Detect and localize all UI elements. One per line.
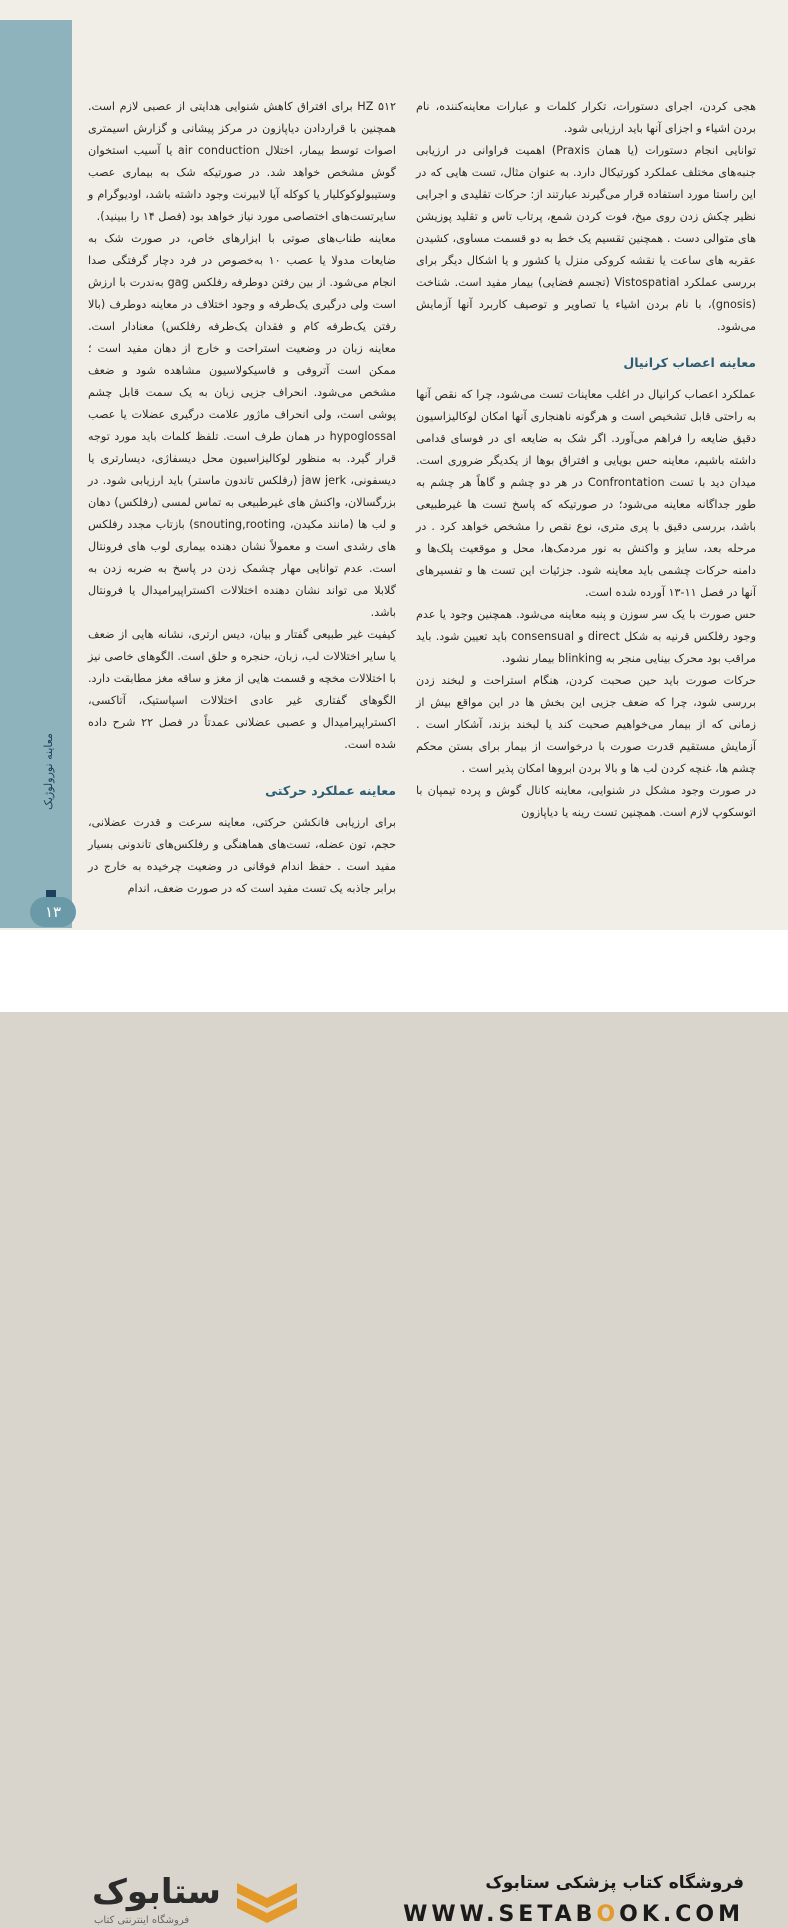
setabook-logo-icon [232,1878,302,1928]
paragraph: برای ارزیابی فانکشن حرکتی، معاینه سرعت و قدرت عضلانی، حجم، تون عضله، تست‌های هماهنگی و رفلکس‌های تاندونی بسیار مفید است . حفظ اندام فوقانی در وضعیت چرخیده به خارج در برابر جاذبه یک تست مفید است که در صورت ضعف، اندام [88,816,396,895]
paragraph: ۵۱۲ HZ برای افتراق کاهش شنوایی هدایتی از عصبی لازم است. همچنین با قراردادن دیاپازون در مرکز پیشانی و گزارش اسیمتری اصوات توسط بیمار، اختلال air conduction یا آسیب استخوان گوش مشخص خواهد شد. در صورتیکه شک به بیماری عصب وستیبولوکوکلیار یا کوکله آیا لابیرنت وجود داشته باشد، اودیوگرام و سایرتست‌های اختصاصی مورد نیاز خواهد بود (فصل ۱۴ را ببینید). [88,100,397,223]
paragraph: عملکرد اعصاب کرانیال در اغلب معاینات تست می‌شود، چرا که نقص آنها به راحتی قابل تشخیص است و هرگونه ناهنجاری آنها امکان لوکالیزاسیون دقیق ضایعه را فراهم می‌آورد. اگر شک به ضایعه ای در فوسای قدامی داشته باشیم، معاینه حس بویایی و افتراق بوها از یکدیگر ضروری است. میدان دید با تست Confrontation در هر دو چشم و گاهاً هر چشم به طور جداگانه معاینه می‌شود؛ در صورتیکه که پاسخ تست ها غیرطبیعی باشد، بررسی دقیق با پری متری، نوع نقص را مشخص خواهد کرد . در مرحله بعد، سایز و واکنش به نور مردمک‌ها، محل و موقعیت پلک‌ها و دامنه حرکات چشمی باید معاینه شود. جزئیات این تست ها و تفسیرهای آنها در فصل ۱۱-۱۳ آورده شده است. [416,388,757,599]
paragraph: حرکات صورت باید حین صحبت کردن، هنگام استراحت و لبخند زدن بررسی شود، چرا که ضعف جزیی این بخش ها در این مواقع بیش از زمانی که از بیمار می‌خواهیم صحبت کند یا لبخند بزند، آشکار است . آزمایش مستقیم قدرت صورت با درخواست از بیمار برای بستن محکم چشم ها، غنچه کردن لب ها و بالا بردن ابروها امکان پذیر است . [416,674,756,775]
right-column [416,96,756,824]
store-url-link[interactable] [403,1902,744,1927]
paragraph: معاینه طناب‌های صوتی با ابزارهای خاص، در صورت شک به ضایعات مدولا یا عصب ۱۰ به‌خصوص در فرد دچار گرفتگی صدا انجام می‌شود. از بین رفتن دوطرفه رفلکس gag به‌ندرت با ارزش است ولی درگیری یک‌طرفه و وجود اختلاف در معاینه دوطرف (بالا رفتن یک‌طرفه کام و فقدان یک‌طرفه رفلکس) معنادار است. معاینه زبان در وضعیت استراحت و خارج از دهان مفید است ؛ممکن است آتروفی و فاسیکولاسیون مشاهده شود و ضعف مشخص می‌شود. انحراف جزیی زبان به یک سمت قابل چشم پوشی است، ولی انحراف ماژور علامت درگیری عضلات یا عصب hypoglossal در همان طرف است. تلفظ کلمات باید مورد توجه قرار گیرد. به منظور لوکالیزاسیون محل دیسفاژی، دیسارتری یا دیسفونی، jaw jerk (رفلکس تاندون ماستر) باید ارزیابی شود. در بزرگسالان، واکنش های غیرطبیعی به تماس لمسی (رفلکس) دهان و لب ها (مانند مکیدن، snouting,rooting) بازتاب مجدد رفلکس های رشدی است و معمولاً نشان دهنده بیماری لوب های فرونتال است. عدم توانایی مهار چشمک زدن در پاسخ به ضربه زدن به گلابلا می تواند نشان دهنده اختلالات اکستراپیرامیدال یا فرونتال باشد. [88,232,396,619]
store-footer [0,930,788,1927]
section-heading-motor-function: معاینه عملکرد حرکتی [265,783,396,798]
store-title: فروشگاه کتاب پزشکی ستابوک [485,1873,744,1893]
page-number: ۱۳ [30,897,76,927]
url-accent-letter: O [596,1902,620,1927]
paragraph: هجی کردن، اجرای دستورات، تکرار کلمات و عبارات معاینه‌کننده، نام بردن اشیاء و اجزای آنها باید ارزیابی شود. [416,100,756,135]
logo-subtitle: فروشگاه اینترنتی کتاب [94,1915,190,1926]
sidebar-chapter-label: معاینه نورولوژیک [42,733,55,810]
url-part: OK.COM [619,1902,744,1927]
left-column [88,96,396,900]
book-page [0,0,788,930]
paragraph: توانایی انجام دستورات (یا همان Praxis) اهمیت فراوانی در ارزیابی جنبه‌های مختلف عملکرد کورتیکال دارد. به عنوان مثال، تست هایی که در این راستا مورد استفاده قرار می‌گیرند عبارتند از: حرکات تقلیدی و اجرایی نظیر چکش زدن روی میخ، فوت کردن شمع، پرتاب تاس و تقلید پوزیشن های متوالی دست . همچنین تقسیم یک خط به دو قسمت مساوی، کشیدن عقربه های ساعت یا نقشه کروکی منزل یا کشور و یا اشکال دیگر برای بررسی عملکرد Vistospatial (تجسم فضایی) بیمار مفید است. شناخت (gnosis)، با نام بردن اشیاء یا تصاویر و توصیف کاربرد آنها آزمایش می‌شود. [416,144,756,333]
section-heading-cranial-nerves: معاینه اعصاب کرانیال [623,355,756,370]
paragraph: کیفیت غیر طبیعی گفتار و بیان، دیس ارتری، نشانه هایی از ضعف یا سایر اختلالات لب، زبان، حنجره و حلق است. الگوهای خاصی نیز با اختلالات مخچه و قسمت هایی از مغز و ساقه مغز مطابقت دارد. الگوهای گفتاری غیر عادی اختلالات اسپاستیک، آتاکسی، اکستراپیرامیدال و عصبی عضلانی عمدتاً در فصل ۲۲ شرح داده شده است. [88,628,396,751]
side-band [0,20,72,928]
logo-wordmark: ستابوک [92,1872,221,1912]
url-part: WWW.SETAB [403,1902,597,1927]
paragraph: در صورت وجود مشکل در شنوایی، معاینه کانال گوش و پرده تیمپان با اتوسکوپ لازم است. همچنین تست رینه یا دیاپازون [416,784,756,819]
paragraph: حس صورت با یک سر سوزن و پنبه معاینه می‌شود. همچنین وجود یا عدم وجود رفلکس قرنیه به شکل direct و consensual باید تعیین شود. باید مراقب بود محرک بینایی منجر به blinking بیمار نشود. [416,608,757,665]
